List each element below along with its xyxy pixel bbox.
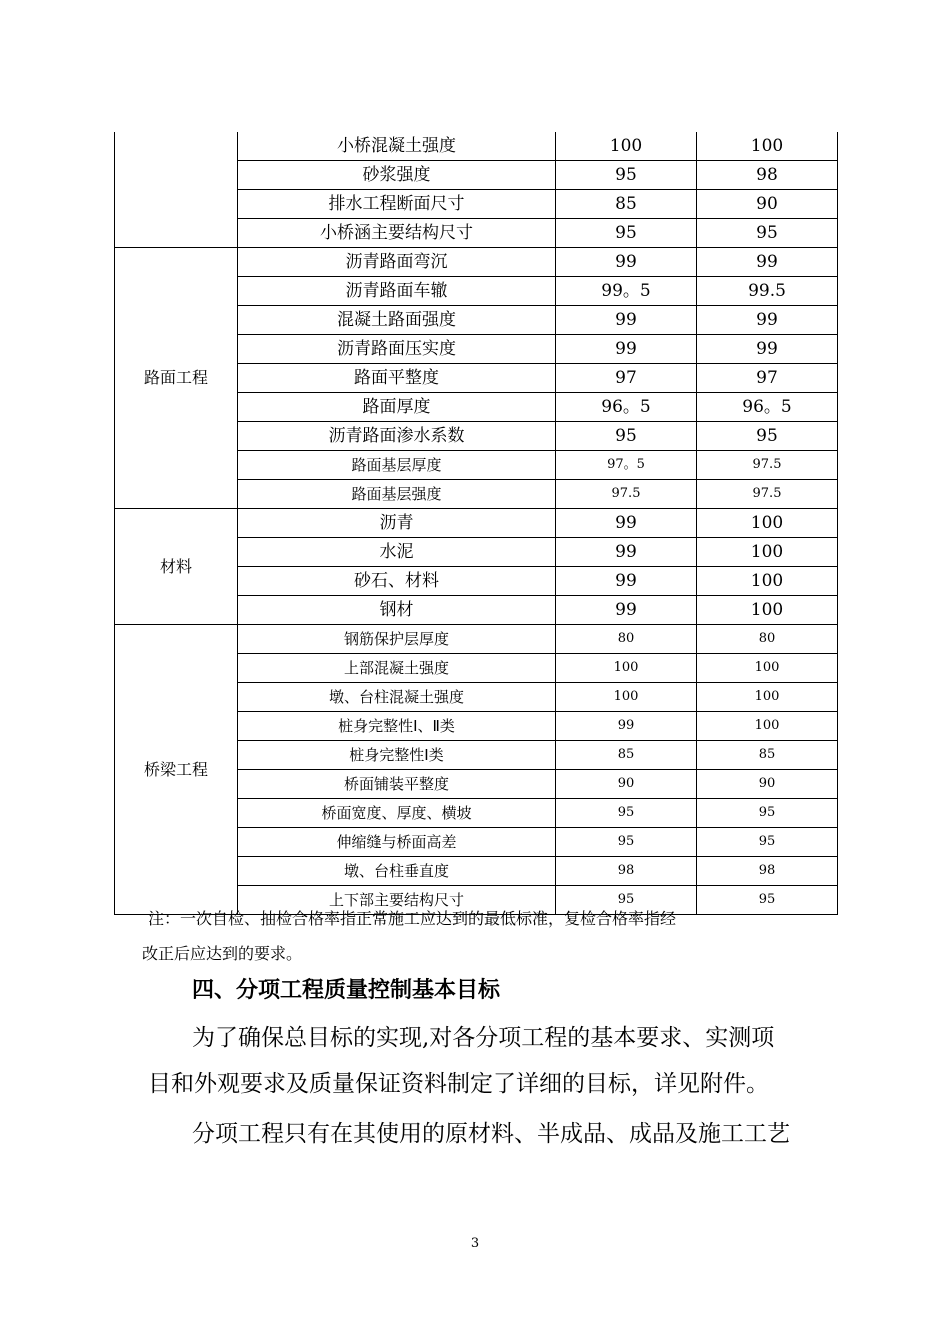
re-inspection-rate-cell: 98	[697, 161, 838, 190]
item-name-cell: 水泥	[238, 538, 556, 567]
first-pass-rate-cell: 99	[556, 596, 697, 625]
item-name-cell: 排水工程断面尺寸	[238, 190, 556, 219]
paragraph-2-line-1: 分项工程只有在其使用的原材料、半成品、成品及施工工艺	[192, 1121, 790, 1147]
first-pass-rate-cell: 97	[556, 364, 697, 393]
item-name-cell: 路面基层厚度	[238, 451, 556, 480]
first-pass-rate-cell: 95	[556, 219, 697, 248]
re-inspection-rate-cell: 97	[697, 364, 838, 393]
re-inspection-rate-cell: 100	[697, 567, 838, 596]
item-name-cell: 桩身完整性Ⅰ、Ⅱ类	[238, 712, 556, 741]
re-inspection-rate-cell: 99	[697, 306, 838, 335]
group-name-cell: 路面工程	[115, 248, 238, 509]
quality-target-table	[114, 132, 838, 915]
re-inspection-rate-cell: 95	[697, 219, 838, 248]
item-name-cell: 沥青路面渗水系数	[238, 422, 556, 451]
table-row	[115, 248, 838, 277]
item-name-cell: 墩、台柱混凝土强度	[238, 683, 556, 712]
re-inspection-rate-cell: 99.5	[697, 277, 838, 306]
item-name-cell: 沥青路面弯沉	[238, 248, 556, 277]
item-name-cell: 沥青路面车辙	[238, 277, 556, 306]
re-inspection-rate-cell: 100	[697, 596, 838, 625]
first-pass-rate-cell: 80	[556, 625, 697, 654]
re-inspection-rate-cell: 95	[697, 886, 838, 915]
first-pass-rate-cell: 85	[556, 741, 697, 770]
item-name-cell: 桥面铺装平整度	[238, 770, 556, 799]
table-body	[115, 132, 838, 915]
re-inspection-rate-cell: 100	[697, 712, 838, 741]
table-row	[115, 509, 838, 538]
re-inspection-rate-cell: 95	[697, 422, 838, 451]
first-pass-rate-cell: 99	[556, 335, 697, 364]
item-name-cell: 砂石、材料	[238, 567, 556, 596]
first-pass-rate-cell: 99	[556, 538, 697, 567]
item-name-cell: 桩身完整性Ⅰ类	[238, 741, 556, 770]
item-name-cell: 小桥混凝土强度	[238, 132, 556, 161]
first-pass-rate-cell: 97。5	[556, 451, 697, 480]
page-number: 3	[470, 1236, 480, 1251]
group-name-cell	[115, 132, 238, 248]
re-inspection-rate-cell: 99	[697, 248, 838, 277]
re-inspection-rate-cell: 100	[697, 654, 838, 683]
re-inspection-rate-cell: 100	[697, 683, 838, 712]
first-pass-rate-cell: 100	[556, 132, 697, 161]
section-heading: 四、分项工程质量控制基本目标	[192, 978, 501, 1003]
first-pass-rate-cell: 98	[556, 857, 697, 886]
re-inspection-rate-cell: 85	[697, 741, 838, 770]
first-pass-rate-cell: 85	[556, 190, 697, 219]
item-name-cell: 钢筋保护层厚度	[238, 625, 556, 654]
re-inspection-rate-cell: 100	[697, 538, 838, 567]
table-row	[115, 132, 838, 161]
item-name-cell: 墩、台柱垂直度	[238, 857, 556, 886]
first-pass-rate-cell: 95	[556, 161, 697, 190]
table-note-line-1: 注：一次自检、抽检合格率指正常施工应达到的最低标准，复检合格率指经	[148, 909, 677, 928]
first-pass-rate-cell: 95	[556, 799, 697, 828]
paragraph-1-line-2: 目和外观要求及质量保证资料制定了详细的目标，详见附件。	[148, 1071, 769, 1097]
item-name-cell: 沥青路面压实度	[238, 335, 556, 364]
item-name-cell: 路面厚度	[238, 393, 556, 422]
item-name-cell: 沥青	[238, 509, 556, 538]
item-name-cell: 上部混凝土强度	[238, 654, 556, 683]
re-inspection-rate-cell: 99	[697, 335, 838, 364]
re-inspection-rate-cell: 95	[697, 828, 838, 857]
re-inspection-rate-cell: 100	[697, 509, 838, 538]
re-inspection-rate-cell: 96。5	[697, 393, 838, 422]
re-inspection-rate-cell: 100	[697, 132, 838, 161]
first-pass-rate-cell: 99	[556, 509, 697, 538]
item-name-cell: 小桥涵主要结构尺寸	[238, 219, 556, 248]
item-name-cell: 上下部主要结构尺寸	[238, 886, 556, 915]
item-name-cell: 路面平整度	[238, 364, 556, 393]
re-inspection-rate-cell: 90	[697, 190, 838, 219]
first-pass-rate-cell: 99	[556, 567, 697, 596]
first-pass-rate-cell: 95	[556, 886, 697, 915]
table-row	[115, 625, 838, 654]
item-name-cell: 路面基层强度	[238, 480, 556, 509]
first-pass-rate-cell: 97.5	[556, 480, 697, 509]
first-pass-rate-cell: 90	[556, 770, 697, 799]
first-pass-rate-cell: 99	[556, 712, 697, 741]
first-pass-rate-cell: 99	[556, 306, 697, 335]
re-inspection-rate-cell: 90	[697, 770, 838, 799]
re-inspection-rate-cell: 95	[697, 799, 838, 828]
table-note-line-2: 改正后应达到的要求。	[142, 944, 303, 963]
re-inspection-rate-cell: 97.5	[697, 451, 838, 480]
group-name-cell: 桥梁工程	[115, 625, 238, 915]
first-pass-rate-cell: 95	[556, 422, 697, 451]
re-inspection-rate-cell: 98	[697, 857, 838, 886]
item-name-cell: 混凝土路面强度	[238, 306, 556, 335]
item-name-cell: 钢材	[238, 596, 556, 625]
item-name-cell: 砂浆强度	[238, 161, 556, 190]
first-pass-rate-cell: 96。5	[556, 393, 697, 422]
re-inspection-rate-cell: 97.5	[697, 480, 838, 509]
first-pass-rate-cell: 99。5	[556, 277, 697, 306]
paragraph-1-line-1: 为了确保总目标的实现,对各分项工程的基本要求、实测项	[192, 1025, 775, 1051]
item-name-cell: 伸缩缝与桥面高差	[238, 828, 556, 857]
re-inspection-rate-cell: 80	[697, 625, 838, 654]
first-pass-rate-cell: 100	[556, 683, 697, 712]
first-pass-rate-cell: 100	[556, 654, 697, 683]
first-pass-rate-cell: 99	[556, 248, 697, 277]
item-name-cell: 桥面宽度、厚度、横坡	[238, 799, 556, 828]
group-name-cell: 材料	[115, 509, 238, 625]
first-pass-rate-cell: 95	[556, 828, 697, 857]
